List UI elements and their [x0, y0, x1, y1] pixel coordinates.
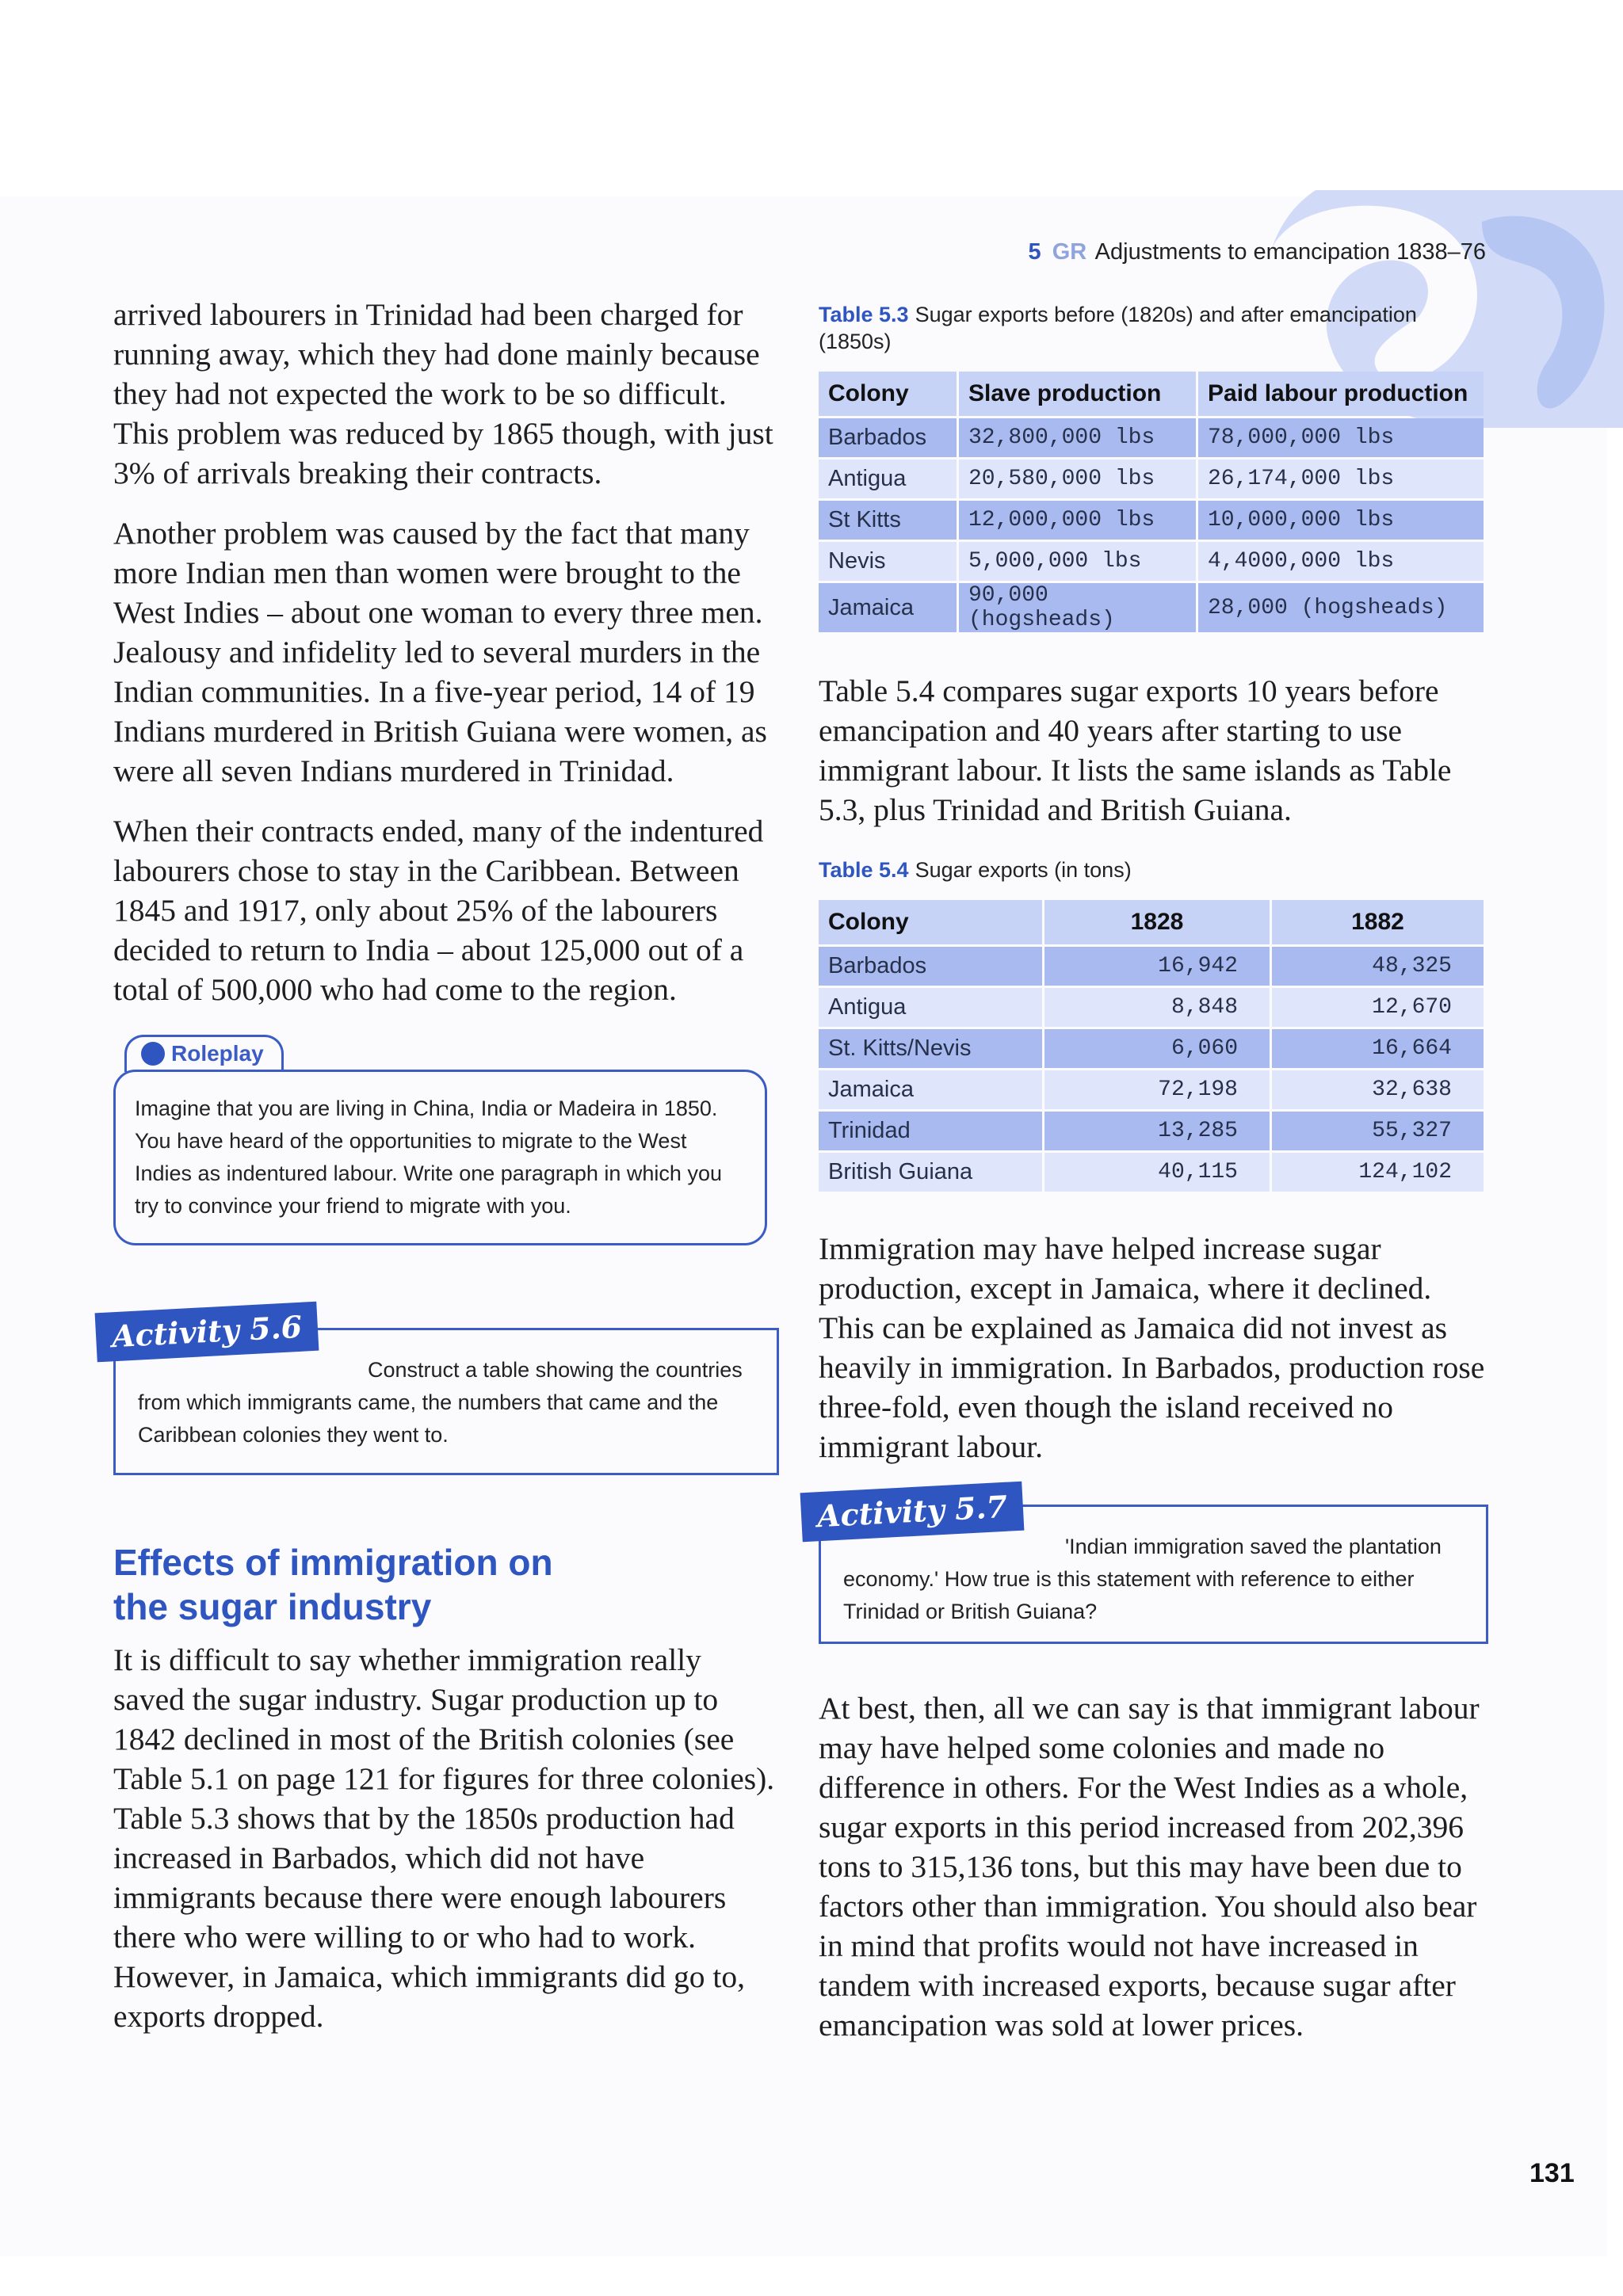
chapter-mark-icon: GR — [1052, 239, 1087, 265]
table-cell: Barbados — [819, 947, 1042, 986]
activity-5-7-text: 'Indian immigration saved the plantation economy.' How true is this statement with reference to either Trinidad or British Guiana? — [843, 1535, 1442, 1623]
table-row — [819, 418, 1484, 457]
roleplay-text: Imagine that you are living in China, India or Madeira in 1850. You have heard of the opportunities to migrate to the West Indies as indentured labour. Write one paragraph in which you try to convince your friend to migrate with you. — [113, 1070, 767, 1245]
table-cell: 72,198 — [1044, 1070, 1270, 1109]
running-header — [995, 239, 1486, 265]
right-column — [815, 301, 1488, 2065]
table-row — [819, 501, 1484, 540]
table-cell: 26,174,000 lbs — [1198, 460, 1484, 498]
table-cell: 4,4000,000 lbs — [1198, 542, 1484, 581]
paragraph: Another problem was caused by the fact that many more Indian men than women were brought to the West Indies – about one woman to every three men. Jealousy and infidelity led to several murders in the Indian communities. In a five-year period, 14 of 19 Indians murdered in British Guiana were women, as were all seven Indians murdered in Trinidad. — [113, 516, 767, 788]
paragraph: At best, then, all we can say is that immigrant labour may have helped some colonies and made no difference in others. For the West Indies as a whole, sugar exports in this period increased from 202,396 tons to 315,136 tons, but this may have been due to factors other than immigration. You should also bear in mind that profits would not have increased in tandem with increased exports, because sugar after emancipation was sold at lower prices. — [819, 1691, 1480, 2042]
table-row — [819, 947, 1484, 986]
section-heading-line: Effects of immigration on — [113, 1542, 553, 1583]
table-row — [819, 1070, 1484, 1109]
table-cell: 78,000,000 lbs — [1198, 418, 1484, 457]
table-cell: 16,664 — [1272, 1029, 1484, 1068]
section-heading-line: the sugar industry — [113, 1586, 432, 1627]
table-cell: 13,285 — [1044, 1112, 1270, 1150]
chapter-number: 5 — [1028, 239, 1041, 265]
column-header: Colony — [819, 900, 1042, 944]
paragraph: Immigration may have helped increase sugar production, except in Jamaica, where it declined. This can be explained as Jamaica did not invest as heavily in immigration. In Barbados, production rose three-fold, even though the island received no immigrant labour. — [819, 1231, 1485, 1464]
table-cell: British Guiana — [819, 1153, 1042, 1192]
table-cell: St. Kitts/Nevis — [819, 1029, 1042, 1068]
roleplay-icon — [141, 1042, 165, 1066]
table-cell: Jamaica — [819, 583, 957, 632]
table-cell: 55,327 — [1272, 1112, 1484, 1150]
table-cell: Barbados — [819, 418, 957, 457]
activity-5-7-badge: Activity 5.7 — [800, 1482, 1025, 1543]
table-cell: 8,848 — [1044, 988, 1270, 1027]
table-cell: 20,580,000 lbs — [959, 460, 1196, 498]
roleplay-tab — [124, 1035, 284, 1072]
roleplay-box — [113, 1035, 779, 1272]
table-5-4-caption — [819, 856, 1488, 883]
table-cell: Trinidad — [819, 1112, 1042, 1150]
table-row — [819, 1029, 1484, 1068]
table-5-3 — [816, 369, 1486, 635]
column-header: Paid labour production — [1198, 372, 1484, 416]
roleplay-label: Roleplay — [171, 1041, 264, 1066]
table-cell: 48,325 — [1272, 947, 1484, 986]
column-header: 1882 — [1272, 900, 1484, 944]
table-5-4 — [816, 898, 1486, 1194]
table-cell: 16,942 — [1044, 947, 1270, 986]
table-number: Table 5.3 — [819, 303, 909, 326]
table-cell: Antigua — [819, 988, 1042, 1027]
table-row — [819, 988, 1484, 1027]
caption-text: Sugar exports before (1820s) and after emancipation (1850s) — [819, 303, 1417, 353]
table-row — [819, 1112, 1484, 1150]
page-number: 131 — [1529, 2158, 1575, 2188]
table-cell: Jamaica — [819, 1070, 1042, 1109]
column-header: 1828 — [1044, 900, 1270, 944]
table-cell: Antigua — [819, 460, 957, 498]
table-cell: 5,000,000 lbs — [959, 542, 1196, 581]
table-cell: Nevis — [819, 542, 957, 581]
table-5-3-caption — [819, 301, 1488, 355]
paragraph: Table 5.4 compares sugar exports 10 years before emancipation and 40 years after starting to use immigrant labour. It lists the same islands as Table 5.3, plus Trinidad and British Guiana. — [819, 673, 1452, 827]
table-cell: 32,800,000 lbs — [959, 418, 1196, 457]
paragraph: When their contracts ended, many of the indentured labourers chose to stay in the Caribbean. Between 1845 and 1917, only about 25% of the labourers decided to return to India – about 125,000 out of a total of 500,000 who had come to the region. — [113, 814, 764, 1007]
caption-text: Sugar exports (in tons) — [915, 858, 1132, 882]
paragraph: It is difficult to say whether immigration really saved the sugar industry. Sugar production up to 1842 declined in most of the British colonies (see Table 5.1 on page 121 for figures for three colonies). Table 5.3 shows that by the 1850s production had increased in Barbados, which did not have immigrants because there were enough labourers there who were willing to or who had to work. However, in Jamaica, which immigrants did go to, exports dropped. — [113, 1642, 775, 2034]
activity-5-7 — [815, 1487, 1488, 1646]
table-cell: 12,670 — [1272, 988, 1484, 1027]
paragraph: arrived labourers in Trinidad had been charged for running away, which they had done mainly because they had not expected the work to be so difficult. This problem was reduced by 1865 though, with just 3% of arrivals breaking their contracts. — [113, 297, 773, 490]
table-cell: 6,060 — [1044, 1029, 1270, 1068]
table-cell: 40,115 — [1044, 1153, 1270, 1192]
table-row — [819, 542, 1484, 581]
table-cell: 10,000,000 lbs — [1198, 501, 1484, 540]
table-row — [819, 583, 1484, 632]
chapter-title: Adjustments to emancipation 1838–76 — [1094, 239, 1486, 265]
table-cell: 32,638 — [1272, 1070, 1484, 1109]
activity-5-6-text: Construct a table showing the countries from which immigrants came, the numbers that came and the Caribbean colonies they went to. — [138, 1358, 743, 1447]
table-number: Table 5.4 — [819, 858, 909, 882]
table-row — [819, 460, 1484, 498]
table-cell: 12,000,000 lbs — [959, 501, 1196, 540]
table-cell: 90,000 (hogsheads) — [959, 583, 1196, 632]
column-header: Colony — [819, 372, 957, 416]
table-cell: St Kitts — [819, 501, 957, 540]
table-cell: 124,102 — [1272, 1153, 1484, 1192]
left-column — [110, 295, 779, 2057]
section-heading — [113, 1540, 779, 1629]
activity-5-6 — [110, 1293, 779, 1491]
column-header: Slave production — [959, 372, 1196, 416]
table-cell: 28,000 (hogsheads) — [1198, 583, 1484, 632]
activity-5-6-badge: Activity 5.6 — [95, 1302, 319, 1363]
table-row — [819, 1153, 1484, 1192]
